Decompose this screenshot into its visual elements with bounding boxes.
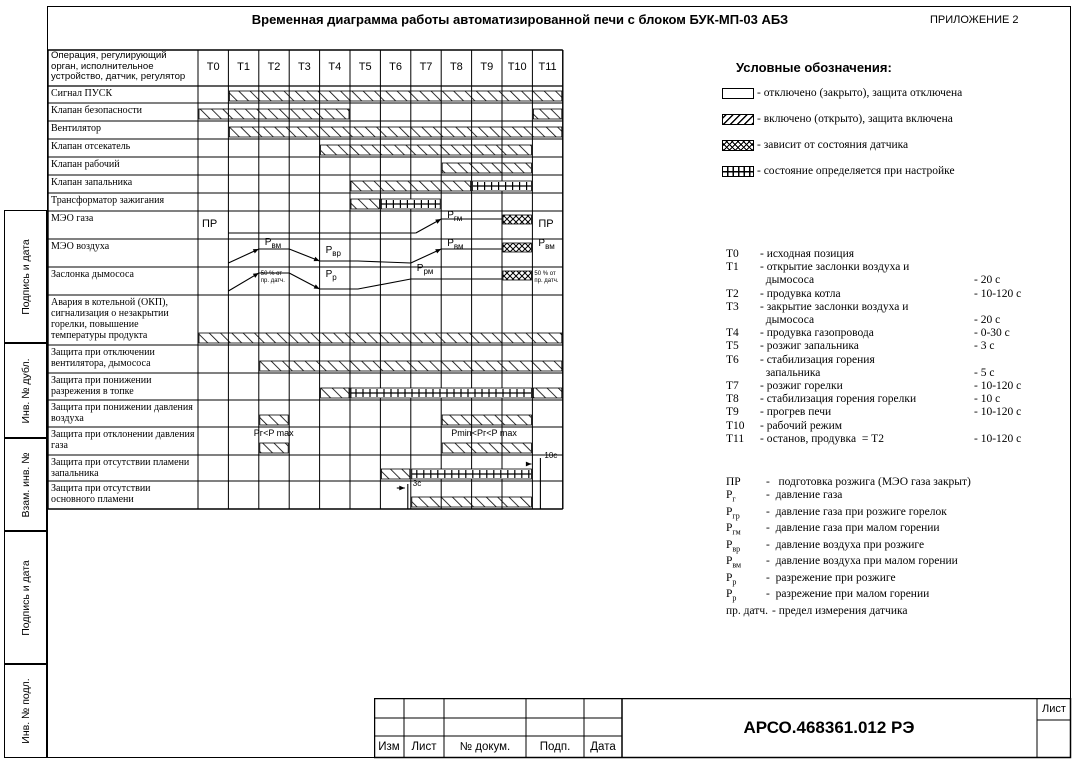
sidebar-cell-orig-inv: Инв. № подл.: [4, 664, 47, 758]
p-gm-subscript: гм: [453, 214, 463, 223]
abbreviation-symbol: P: [726, 571, 733, 584]
phase-desc: - прогрев печи: [760, 406, 832, 419]
abbreviation-symbol: пр. датч.: [726, 604, 768, 617]
phase-row: [726, 261, 1044, 274]
phase-val: - 10 с: [974, 393, 1001, 406]
phase-val: - 10-120 с: [974, 432, 1022, 445]
on-state-bar: [533, 388, 561, 398]
phase-val: - 3 с: [974, 340, 995, 353]
phase-row: [726, 340, 1044, 353]
row-label: МЭО газа: [51, 213, 94, 224]
phase-row: [726, 380, 1044, 393]
phase-key: T0: [726, 248, 739, 260]
phase-key: T8: [726, 393, 739, 406]
phase-row: [726, 367, 1044, 380]
abbreviation-row: [726, 588, 971, 605]
abbreviation-desc: - давление воздуха при малом горении: [766, 555, 958, 568]
phase-desc: - розжиг запальника: [760, 340, 859, 353]
air-curve-base: [320, 261, 411, 263]
column-header: T10: [507, 61, 527, 73]
row-label: Защита при отсутствии пламени запальника: [51, 457, 190, 479]
column-header: T0: [206, 61, 220, 73]
abbreviation-subscript: гр: [732, 511, 740, 520]
pr-right-label: ПР: [538, 218, 554, 230]
phase-key: T10: [726, 419, 745, 432]
legend-item: [722, 113, 953, 125]
phase-desc: - продувка котла: [760, 287, 841, 300]
pr-left-label: ПР: [202, 218, 218, 230]
abbreviation-symbol: P: [726, 588, 733, 601]
abbreviation-symbol: P: [726, 538, 733, 551]
abbreviation-row: [726, 572, 971, 589]
row-label: Клапан отсекатель: [51, 141, 131, 152]
sensor-state-bar: [503, 271, 531, 280]
p-vm-label-subscript: вм: [271, 241, 282, 250]
abbreviation-key: [726, 476, 766, 489]
t3c-arrow-head: [399, 486, 405, 491]
phase-desc: - стабилизация горения горелки: [760, 393, 917, 406]
table-header-label: Операция, регулирующий орган, исполнительное устройство, датчик, регулятор: [51, 50, 186, 82]
t10c-arrow-head: [526, 462, 532, 467]
abbreviation-key: [726, 506, 766, 523]
on-state-bar: [442, 443, 531, 453]
phase-desc: - исходная позиция: [760, 248, 855, 260]
p-vm-label-2: $P_{вм}$: [447, 238, 464, 251]
on-state-bar: [199, 109, 349, 119]
phase-desc: - закрытие заслонки воздуха и: [760, 300, 909, 313]
row-label: МЭО воздуха: [51, 241, 110, 252]
sensor-state-bar: [503, 243, 531, 252]
pct-label-3: 50 % от: [534, 271, 556, 277]
row-label: Защита при отсутствии основного пламени: [51, 483, 151, 505]
abbreviation-symbol: P: [726, 489, 733, 502]
abbreviation-symbol: P: [726, 522, 733, 535]
phase-key: [726, 314, 760, 327]
phase-row: [726, 327, 1044, 340]
phase-row: [726, 433, 1044, 446]
row-label: Клапан рабочий: [51, 159, 120, 170]
phase-desc: - открытие заслонки воздуха и: [760, 261, 910, 274]
abbreviation-key: [726, 588, 766, 605]
abbreviation-symbol: ПР: [726, 476, 741, 488]
p-vm-label-2-subscript: вм: [453, 242, 464, 251]
phase-desc: дымососа: [760, 274, 815, 287]
row-label: Авария в котельной (ОКП), сигнализация о незакрытии горелки, повышение температуры продукта: [51, 297, 169, 341]
phase-desc: - стабилизация горения: [760, 353, 875, 366]
column-header: T1: [237, 61, 250, 73]
abbreviation-symbol: P: [726, 555, 733, 568]
row-label: Защита при понижении давления воздуха: [51, 402, 193, 424]
title-block-label: Лист: [411, 741, 437, 753]
p-vm-label: $P_{вм}$: [264, 237, 282, 250]
phase-val: - 0-30 с: [974, 327, 1010, 340]
phase-key: T6: [726, 353, 739, 366]
phase-val: [974, 354, 1044, 367]
title-block-label: № докум.: [459, 741, 511, 753]
appendix-label: ПРИЛОЖЕНИЕ 2: [930, 14, 1019, 26]
air-curve-fall-head: [314, 257, 320, 261]
on-state-bar: [260, 415, 288, 425]
column-header: T6: [389, 61, 402, 73]
page-title: Временная диаграмма работы автоматизированной печи с блоком БУК-МП-03 АБЗ: [251, 12, 789, 27]
row-label: Заслонка дымососа: [51, 269, 134, 280]
on-state-bar: [351, 181, 471, 191]
on-state-bar: [321, 145, 532, 155]
phase-key: [726, 367, 760, 380]
abbreviation-subscript: р: [732, 577, 737, 586]
abbreviation-subscript: вр: [732, 544, 741, 553]
on-state-bar: [533, 109, 561, 119]
phase-desc: - останов, продувка = T2: [760, 432, 884, 445]
phase-desc: дымососа: [760, 314, 815, 327]
abbreviation-subscript: р: [732, 593, 737, 603]
on-state-bar: [442, 415, 531, 425]
legend-swatch-plus: [722, 166, 754, 177]
abbreviation-row: [726, 555, 971, 572]
p-p-label: $P_р$: [325, 269, 337, 282]
row-label: Клапан безопасности: [51, 105, 143, 116]
p-vm-label-3: $P_{вм}$: [538, 238, 555, 251]
phase-desc: - розжиг горелки: [760, 380, 843, 393]
abbreviation-symbol: P: [726, 505, 733, 518]
on-state-bar: [442, 163, 531, 173]
phase-row: [726, 314, 1044, 327]
legend-text: - состояние определяется при настройке: [757, 165, 955, 177]
phase-val: [974, 261, 1044, 274]
on-state-bar: [260, 443, 288, 453]
legend-item: [722, 87, 962, 99]
on-state-bar: [260, 361, 562, 371]
row-label: Защита при отключении вентилятора, дымососа: [51, 347, 155, 369]
phase-list: [726, 248, 1044, 446]
on-state-bar: [321, 388, 349, 398]
legend-item: [722, 165, 955, 177]
abbreviation-key: [726, 572, 766, 589]
p-vr-label: $P_{вр}$: [325, 245, 341, 258]
on-state-bar: [229, 127, 561, 137]
phase-desc: - рабочий режим: [760, 419, 843, 432]
phase-key: T3: [726, 300, 739, 313]
legend-title: Условные обозначения:: [736, 60, 892, 75]
phase-val: - 5 с: [974, 366, 995, 379]
pct-label-2: пр. датч.: [260, 278, 285, 284]
phase-key: [726, 274, 760, 287]
legend-text: - отключено (закрыто), защита отключена: [757, 87, 963, 99]
phase-val: [974, 248, 1044, 261]
row-label: Защита при понижении разрежения в топке: [51, 375, 152, 397]
abbreviation-desc: - подготовка розжига (МЭО газа закрыт): [766, 476, 971, 488]
column-header: T4: [328, 61, 342, 73]
sidebar-cell-dup-inv: Инв. № дубл.: [4, 343, 47, 438]
abbreviation-subscript: г: [732, 494, 736, 504]
phase-val: - 20 с: [974, 274, 1001, 287]
column-header: T2: [267, 61, 281, 73]
phase-key: T7: [726, 380, 739, 393]
row-label: Клапан запальника: [51, 177, 133, 188]
sheet-label: Лист: [1042, 703, 1066, 715]
legend-text: - включено (открыто), защита включена: [757, 113, 953, 125]
p-gm-label: $P_{гм}$: [447, 210, 463, 223]
row-label: Сигнал ПУСК: [51, 88, 113, 99]
phase-val: - 20 с: [974, 314, 1001, 327]
sidebar-cell-signature-2: Подпись и дата: [4, 531, 47, 664]
abbreviation-key: [726, 489, 766, 506]
abbreviation-desc: - давление газа при розжиге горелок: [766, 505, 947, 518]
row-label: Защита при отклонении давления газа: [51, 429, 195, 451]
legend-text: - зависит от состояния датчика: [757, 139, 909, 151]
phase-row: [726, 248, 1044, 261]
legend-swatch-empty: [722, 88, 754, 99]
legend-swatch-hatch: [722, 114, 754, 125]
phase-row: [726, 288, 1044, 301]
phase-desc: запальника: [760, 366, 821, 379]
phase-val: - 10-120 с: [974, 380, 1022, 393]
phase-key: T9: [726, 406, 739, 419]
document-number: АРСО.468361.012 РЭ: [743, 718, 915, 737]
title-block-label: Подп.: [539, 741, 571, 753]
sensor-state-bar: [503, 215, 531, 224]
phase-key: T2: [726, 287, 739, 300]
abbreviation-key: [726, 522, 766, 539]
p-p-label-subscript: р: [332, 273, 337, 282]
row-label: Трансформатор зажигания: [51, 195, 165, 206]
abbreviation-row: [726, 476, 971, 489]
abbreviation-row: [726, 489, 971, 506]
phase-row: [726, 420, 1044, 433]
abbreviation-row: [726, 506, 971, 523]
abbreviation-subscript: вм: [732, 560, 742, 570]
column-header: T7: [419, 61, 433, 73]
pg-lt-pmax-label: Pг<P max: [253, 428, 294, 438]
abbreviation-desc: - разрежение при розжиге: [766, 571, 896, 584]
legend-swatch-cross: [722, 140, 754, 151]
abbreviation-list: [726, 476, 971, 618]
sidebar-cell-replace-inv: Взам. инв. №: [4, 438, 47, 531]
phase-key: T1: [726, 261, 739, 274]
abbreviation-key: [726, 539, 766, 556]
phase-val: - 10-120 с: [974, 287, 1022, 300]
pct-label-1: 50 % от: [260, 271, 283, 277]
phase-row: [726, 393, 1044, 406]
t10c-label: 10с: [544, 451, 558, 460]
pct-label-4: пр. датч.: [534, 278, 559, 284]
abbreviation-subscript: гм: [732, 527, 741, 537]
abbreviation-desc: - давление воздуха при розжиге: [766, 538, 925, 551]
abbreviation-row: [726, 605, 971, 618]
legend-item: [722, 139, 908, 151]
column-header: T9: [480, 61, 494, 73]
abbreviation-row: [726, 539, 971, 556]
abbreviation-desc: - давление газа при малом горении: [766, 522, 940, 535]
abbreviation-desc: - давление газа: [766, 489, 843, 502]
phase-val: [974, 420, 1044, 433]
on-state-bar: [381, 469, 409, 479]
p-vm-label-3-subscript: вм: [545, 242, 555, 251]
column-header: T8: [449, 61, 463, 73]
on-state-bar: [229, 91, 561, 101]
row-label: Вентилятор: [51, 123, 102, 134]
abbreviation-desc: - предел измерения датчика: [772, 604, 908, 617]
t3c-label: 3с: [412, 479, 422, 488]
phase-key: T11: [726, 432, 745, 445]
phase-desc: - продувка газопровода: [760, 327, 874, 340]
sidebar-cell-signature-1: Подпись и дата: [4, 210, 47, 343]
abbreviation-key: [726, 605, 768, 618]
on-state-bar: [199, 333, 562, 343]
phase-key: T5: [726, 340, 739, 353]
phase-row: [726, 301, 1044, 314]
p-rm-label-subscript: рм: [423, 267, 434, 276]
phase-val: [974, 301, 1044, 314]
p-vr-label-subscript: вр: [332, 249, 341, 258]
phase-row: [726, 354, 1044, 367]
phase-row: [726, 406, 1044, 419]
abbreviation-row: [726, 522, 971, 539]
phase-row: [726, 274, 1044, 287]
phase-key: T4: [726, 327, 739, 340]
p-rm-label: $P_{рм}$: [416, 263, 434, 276]
pmin-range-label: Pmin<Pг<P max: [451, 428, 517, 438]
abbreviation-desc: - разрежение при малом горении: [766, 588, 930, 601]
column-header: T3: [297, 61, 311, 73]
abbreviation-key: [726, 555, 766, 572]
title-block-label: Изм: [378, 741, 400, 753]
on-state-bar: [412, 497, 532, 507]
phase-val: - 10-120 с: [974, 406, 1022, 419]
column-header: T11: [538, 61, 557, 73]
title-block-label: Дата: [590, 741, 616, 753]
column-header: T5: [358, 61, 372, 73]
on-state-bar: [351, 199, 379, 209]
